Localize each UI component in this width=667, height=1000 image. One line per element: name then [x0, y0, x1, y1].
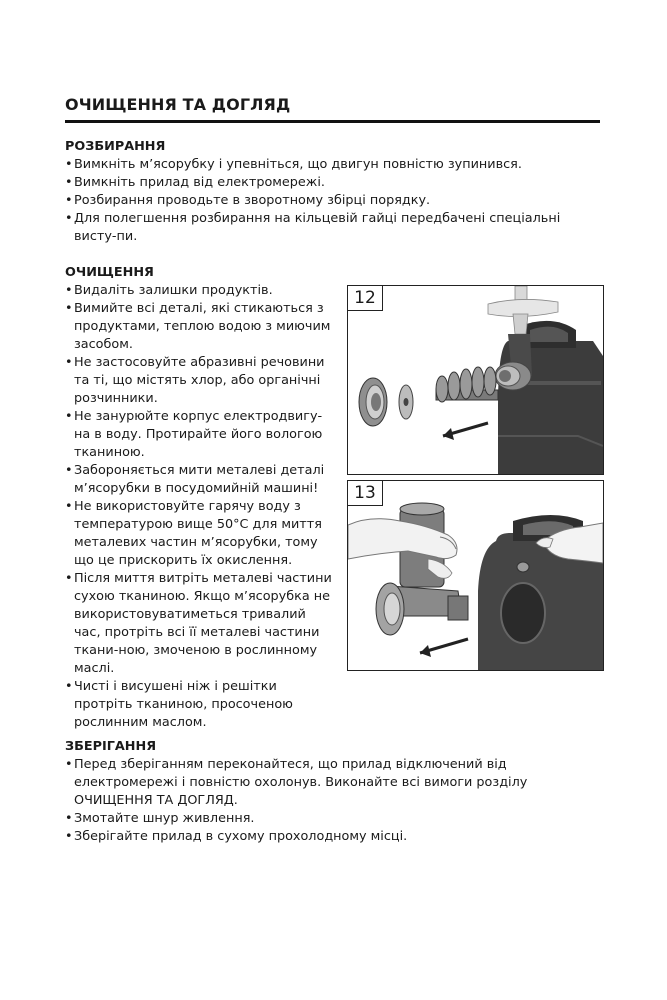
storage-section — [65, 738, 605, 846]
disassembly-heading: РОЗБИРАННЯ — [65, 139, 166, 154]
title-rule — [65, 120, 600, 123]
list-item: • Видаліть залишки продуктів. — [65, 282, 333, 300]
list-item: • Змотайте шнур живлення. — [65, 810, 605, 828]
list-item: • Після миття витріть металеві частини сухою тканиною. Якщо м’ясорубка не використовуватиметься тривалий час, протріть всі її металеві частини ткани-ною, змоченою в рослинному маслі. — [65, 570, 333, 678]
list-item: • Забороняється мити металеві деталі м’ясорубки в посудомийній машині! — [65, 462, 333, 498]
list-item: • Розбирання проводьте в зворотному збірці порядку. — [65, 192, 595, 210]
list-item: • Не використовуйте гарячу воду з температурою вище 50°C для миття металевих частин м’ясорубки, тому що це прискорить їх окислення. — [65, 498, 333, 570]
storage-list — [65, 756, 605, 846]
cleaning-list — [65, 282, 333, 732]
figure-13 — [347, 480, 604, 671]
cleaning-heading: ОЧИЩЕННЯ — [65, 265, 154, 280]
figure-number-12: 12 — [348, 286, 383, 311]
list-item: • Вимкніть м’ясорубку і упевніться, що двигун повністю зупинився. — [65, 156, 595, 174]
list-item: • Перед зберіганням переконайтеся, що прилад відключений від електромережі і повністю охолонув. Виконайте всі вимоги розділу ОЧИЩЕННЯ ТА ДОГЛЯД. — [65, 756, 605, 810]
figure-number-13: 13 — [348, 481, 383, 506]
list-item: • Для полегшення розбирання на кільцевій гайці передбачені спеціальні висту-пи. — [65, 210, 595, 246]
list-item: • Не занурюйте корпус електродвигу-на в воду. Протирайте його вологою тканиною. — [65, 408, 333, 462]
list-item: • Зберігайте прилад в сухому прохолодному місці. — [65, 828, 605, 846]
disassembly-list — [65, 156, 595, 246]
disassembly-section — [65, 138, 595, 246]
list-item: • Вимийте всі деталі, які стикаються з продуктами, теплою водою з миючим засобом. — [65, 300, 333, 354]
storage-heading: ЗБЕРІГАННЯ — [65, 739, 157, 754]
figure-12 — [347, 285, 604, 475]
list-item: • Не застосовуйте абразивні речовини та ті, що містять хлор, або органічні розчинники. — [65, 354, 333, 408]
remove-grinder-head-illustration — [348, 481, 603, 670]
cleaning-section — [65, 264, 333, 732]
list-item: • Чисті і висушені ніж і решітки протріть тканиною, просоченою рослинним маслом. — [65, 678, 333, 732]
meat-grinder-disassembly-illustration — [348, 286, 603, 474]
list-item: • Вимкніть прилад від електромережі. — [65, 174, 595, 192]
page-title: ОЧИЩЕННЯ ТА ДОГЛЯД — [65, 95, 291, 114]
